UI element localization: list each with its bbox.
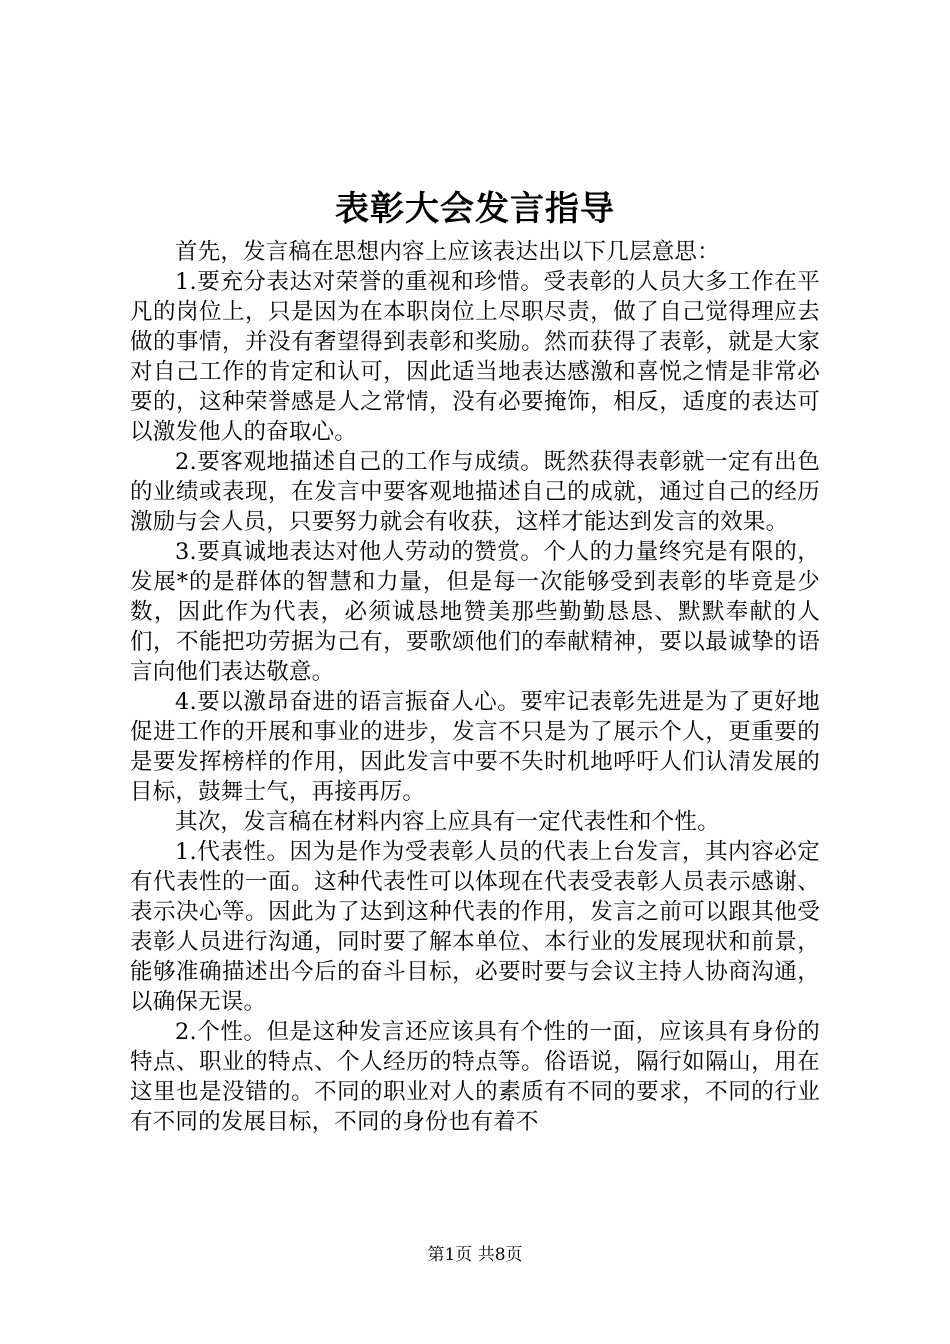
paragraph-point-2-achievement: 2.要客观地描述自己的工作与成绩。既然获得表彰就一定有出色的业绩或表现，在发言中要客观地描述自己的成就，通过自己的经历激励与会人员，只要努力就会有收获，这样才能达到发言的效果。 <box>130 449 820 535</box>
paragraph-intro-material: 其次，发言稿在材料内容上应具有一定代表性和个性。 <box>175 809 720 835</box>
page-number-footer: 第1页 共8页 <box>427 1245 523 1265</box>
paragraph-intro-thought: 首先，发言稿在思想内容上应该表达出以下几层意思： <box>175 239 720 265</box>
document-body <box>130 237 820 1137</box>
document-title: 表彰大会发言指导 <box>335 189 615 229</box>
paragraph-material-2-individuality: 2.个性。但是这种发言还应该具有个性的一面，应该具有身份的特点、职业的特点、个人经历的特点等。俗语说，隔行如隔山，用在这里也是没错的。不同的职业对人的素质有不同的要求，不同的行业有不同的发展目标，不同的身份也有着不 <box>130 1019 820 1135</box>
paragraph-point-1-honor: 1.要充分表达对荣誉的重视和珍惜。受表彰的人员大多工作在平凡的岗位上，只是因为在本职岗位上尽职尽责，做了自己觉得理应去做的事情，并没有奢望得到表彰和奖励。然而获得了表彰，就是大家对自己工作的肯定和认可，因此适当地表达感激和喜悦之情是非常必要的，这种荣誉感是人之常情，没有必要掩饰，相反，适度的表达可以激发他人的奋取心。 <box>130 269 820 445</box>
paragraph-point-3-appreciation: 3.要真诚地表达对他人劳动的赞赏。个人的力量终究是有限的，发展*的是群体的智慧和力量，但是每一次能够受到表彰的毕竟是少数，因此作为代表，必须诚恳地赞美那些勤勤恳恳、默默奉献的人们，不能把功劳据为己有，要歌颂他们的奉献精神，要以最诚挚的语言向他们表达敬意。 <box>130 539 820 685</box>
paragraph-point-4-inspire: 4.要以激昂奋进的语言振奋人心。要牢记表彰先进是为了更好地促进工作的开展和事业的进步，发言不只是为了展示个人，更重要的是要发挥榜样的作用，因此发言中要不失时机地呼吁人们认清发展的目标，鼓舞士气，再接再厉。 <box>130 689 820 805</box>
paragraph-material-1-representative: 1.代表性。因为是作为受表彰人员的代表上台发言，其内容必定有代表性的一面。这种代表性可以体现在代表受表彰人员表示感谢、表示决心等。因此为了达到这种代表的作用，发言之前可以跟其他受表彰人员进行沟通，同时要了解本单位、本行业的发展现状和前景，能够准确描述出今后的奋斗目标，必要时要与会议主持人协商沟通，以确保无误。 <box>130 839 820 1015</box>
